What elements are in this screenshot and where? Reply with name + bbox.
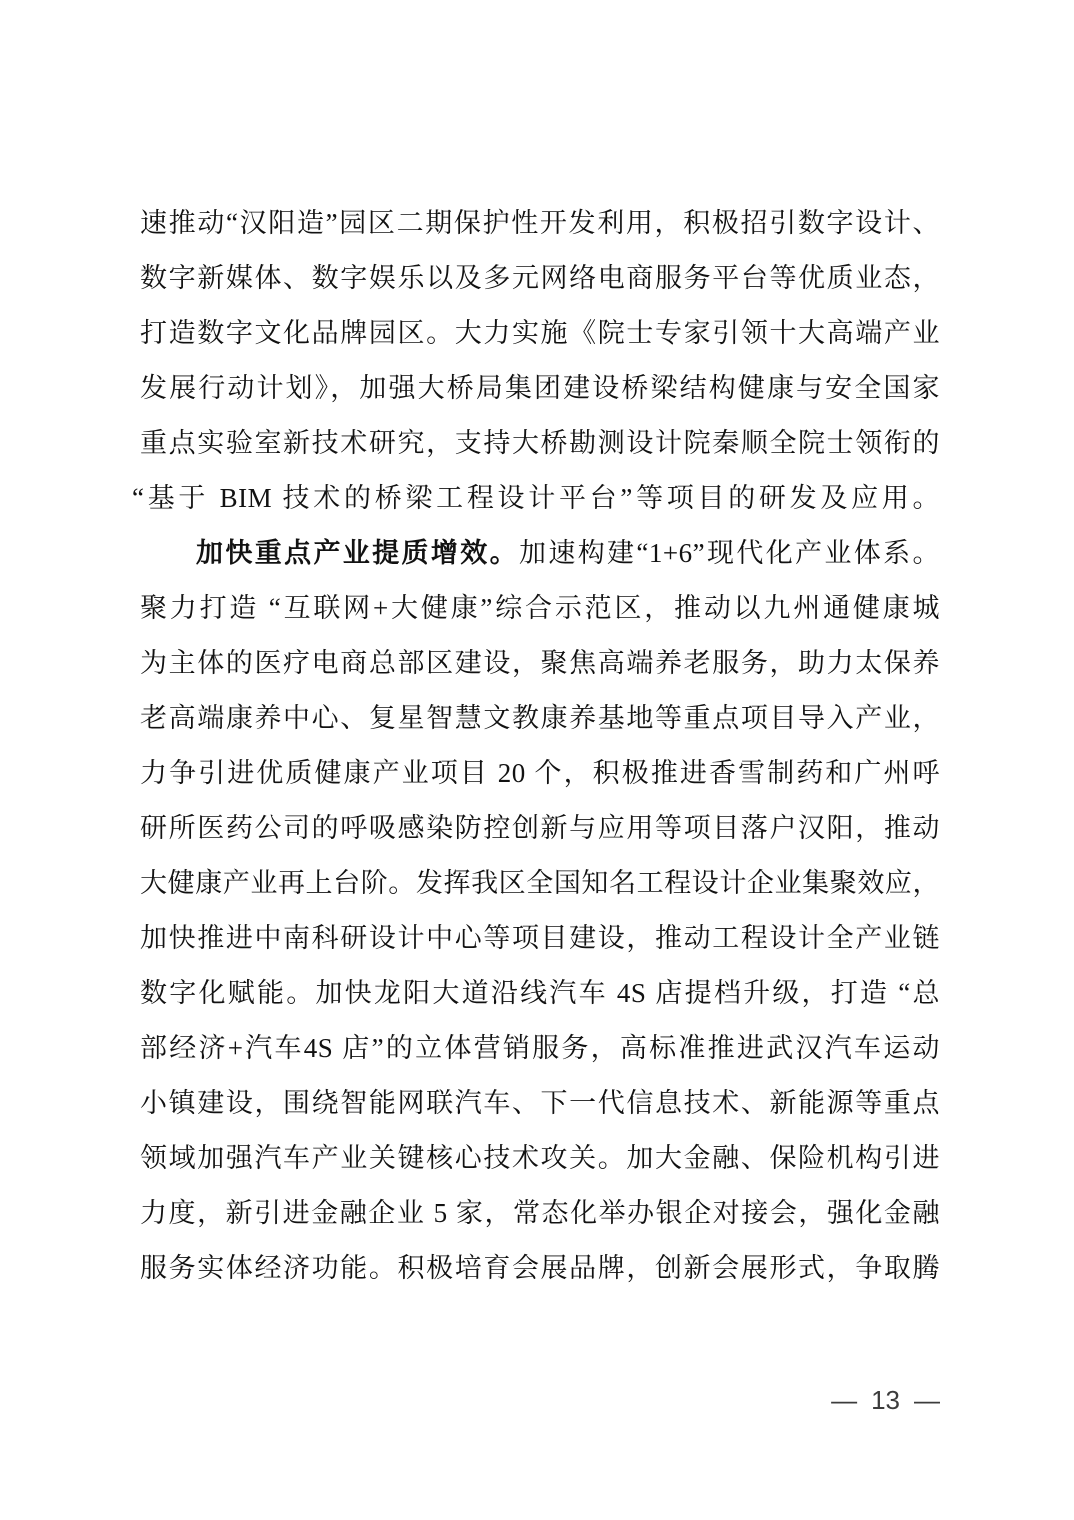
text-line — [140, 196, 940, 251]
line-text: 部经济+汽车4S 店”的立体营销服务，高标准推进武汉汽车运动 — [140, 1033, 940, 1063]
line-text: 领域加强汽车产业关键核心技术攻关。加大金融、保险机构引进 — [140, 1143, 940, 1173]
text-line — [140, 801, 940, 856]
line-text: “基于 BIM 技术的桥梁工程设计平台”等项目的研发及应用。 — [132, 483, 940, 513]
text-line — [140, 1241, 940, 1296]
line-text: 大健康产业再上台阶。发挥我区全国知名工程设计企业集聚效应， — [140, 868, 940, 898]
text-line — [140, 581, 940, 636]
line-text: 服务实体经济功能。积极培育会展品牌，创新会展形式，争取腾 — [140, 1253, 940, 1283]
text-line — [140, 251, 940, 306]
line-text: 加速构建“1+6”现代化产业体系。 — [518, 538, 940, 568]
page-footer — [831, 1382, 940, 1418]
text-line — [140, 966, 940, 1021]
text-line — [140, 636, 940, 691]
footer-dash: — — [831, 1384, 858, 1415]
line-text: 为主体的医疗电商总部区建设，聚焦高端养老服务，助力太保养 — [140, 648, 940, 678]
text-line — [140, 1076, 940, 1131]
line-text: 数字化赋能。加快龙阳大道沿线汽车 4S 店提档升级，打造 “总 — [140, 978, 940, 1008]
line-text: 速推动“汉阳造”园区二期保护性开发利用，积极招引数字设计、 — [140, 208, 940, 238]
text-line — [140, 691, 940, 746]
footer-dash: — — [914, 1384, 940, 1415]
text-line — [140, 306, 940, 361]
text-line-paragraph-start — [140, 526, 940, 581]
line-text: 小镇建设，围绕智能网联汽车、下一代信息技术、新能源等重点 — [140, 1088, 940, 1118]
line-text: 力争引进优质健康产业项目 20 个，积极推进香雪制药和广州呼 — [140, 758, 940, 788]
line-text: 发展行动计划》，加强大桥局集团建设桥梁结构健康与安全国家 — [140, 373, 940, 403]
text-line — [140, 416, 940, 471]
text-line — [140, 746, 940, 801]
line-text: 研所医药公司的呼吸感染防控创新与应用等项目落户汉阳，推动 — [140, 813, 940, 843]
line-text: 老高端康养中心、复星智慧文教康养基地等重点项目导入产业， — [140, 703, 940, 733]
line-text: 数字新媒体、数字娱乐以及多元网络电商服务平台等优质业态， — [140, 263, 940, 293]
text-line — [140, 361, 940, 416]
line-text: 力度，新引进金融企业 5 家，常态化举办银企对接会，强化金融 — [140, 1198, 940, 1228]
text-line — [140, 911, 940, 966]
text-line — [140, 1021, 940, 1076]
line-text: 加快推进中南科研设计中心等项目建设，推动工程设计全产业链 — [140, 923, 940, 953]
text-line — [140, 1186, 940, 1241]
line-text: 聚力打造 “互联网+大健康”综合示范区，推动以九州通健康城 — [140, 593, 940, 623]
bold-lead-text: 加快重点产业提质增效。 — [196, 538, 519, 568]
line-text: 打造数字文化品牌园区。大力实施《院士专家引领十大高端产业 — [140, 318, 940, 348]
text-line — [140, 856, 940, 911]
text-line — [132, 471, 940, 526]
line-text: 重点实验室新技术研究，支持大桥勘测设计院秦顺全院士领衔的 — [140, 428, 940, 458]
page-number: 13 — [871, 1384, 900, 1415]
document-body — [132, 196, 940, 1296]
text-line — [140, 1131, 940, 1186]
